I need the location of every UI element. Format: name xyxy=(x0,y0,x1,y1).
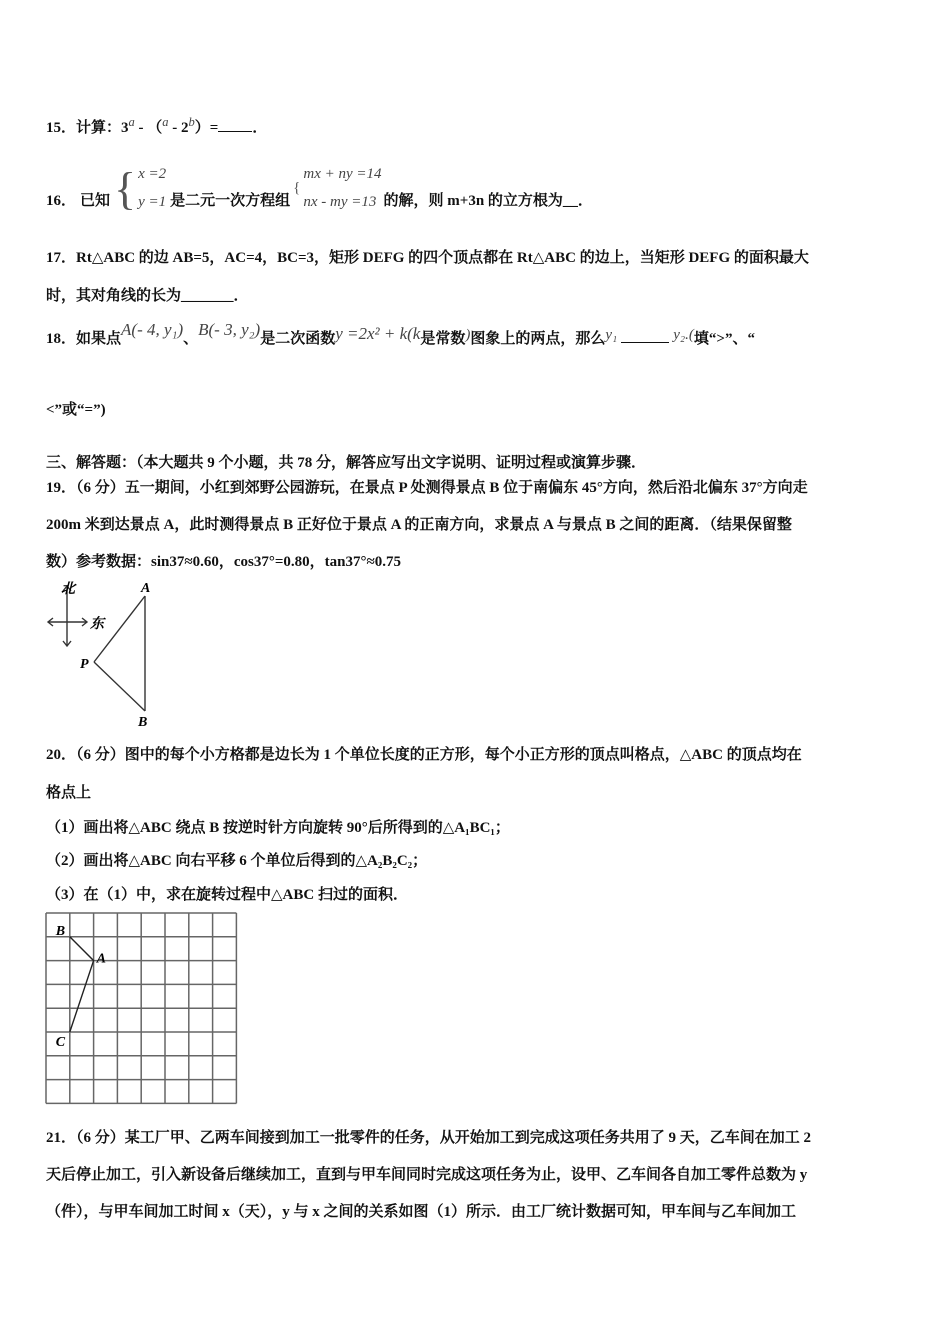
question-20-part1: （1）画出将△ABC 绕点 B 按逆时针方向旋转 90°后所得到的△A₁BC₁； xyxy=(46,820,510,836)
question-21-line3: （件），与甲车间加工时间 x（天），y 与 x 之间的关系如图（1）所示．由工厂统计数据可知，甲车间与乙车间加工 xyxy=(46,1204,797,1220)
expr: b xyxy=(188,115,195,129)
brace: { xyxy=(293,180,301,196)
q-text: 的解，则 m+3n 的立方根为__． xyxy=(383,193,593,209)
grid-figure xyxy=(45,912,239,1106)
question-15 xyxy=(46,115,267,137)
point-b-label: B xyxy=(55,923,66,939)
solution-y: y =1 xyxy=(138,194,167,210)
expr: ）= xyxy=(194,120,219,136)
q-num: 15． xyxy=(46,120,77,136)
north-label: 北 xyxy=(61,581,75,597)
east-label: 东 xyxy=(90,617,104,632)
q-text: 填“>”、“ xyxy=(693,331,755,347)
q-label: 如果点 xyxy=(76,331,122,347)
q-label: 计算： xyxy=(76,120,122,136)
point-a: A(- 4, y₁) xyxy=(121,320,184,339)
expr: 3 xyxy=(121,120,129,136)
compass-triangle-figure xyxy=(44,578,159,730)
question-16 xyxy=(46,160,593,216)
q-label: 已知 xyxy=(80,193,111,209)
expr: - 2 xyxy=(168,120,189,136)
expr: a xyxy=(128,115,135,129)
point-p-label: P xyxy=(80,657,89,672)
point-a-label: A xyxy=(96,951,106,967)
answer-blank xyxy=(218,117,252,132)
expr: ． xyxy=(252,120,268,136)
question-20-line2: 格点上 xyxy=(46,785,92,801)
equation-2: nx - my =13 xyxy=(303,194,377,210)
point-b: B(- 3, y₂) xyxy=(198,320,261,339)
point-c-label: C xyxy=(55,1035,66,1050)
q-text: 是二次函数 xyxy=(260,331,336,347)
question-20-part3: （3）在（1）中，求在旋转过程中△ABC 扫过的面积． xyxy=(46,887,408,903)
point-a-label: A xyxy=(141,581,151,596)
question-18-line2: <”或“=”) xyxy=(46,402,106,418)
section-heading: 三、解答题：（本大题共 9 个小题，共 78 分，解答应写出文字说明、证明过程或演算步骤． xyxy=(46,455,647,471)
question-19-line3: 数）参考数据：sin37≈0.60，cos37°=0.80，tan37°≈0.75 xyxy=(46,554,401,570)
y1: y₁ xyxy=(605,327,618,343)
q-text: 是常数 xyxy=(420,331,466,347)
q-text: 是二元一次方程组 xyxy=(170,193,291,209)
question-21-line1: 21．（6 分）某工厂甲、乙两车间接到加工一批零件的任务，从开始加工到完成这项任务共用了 9 天，乙车间在加工 2 xyxy=(46,1130,812,1146)
answer-blank xyxy=(621,328,669,343)
question-21-line2: 天后停止加工，引入新设备后继续加工，直到与甲车间同时完成这项任务为止，设甲、乙车间各自加工零件总数为 y xyxy=(46,1167,808,1183)
equation-1: mx + ny =14 xyxy=(303,166,382,182)
solution-x: x =2 xyxy=(138,166,167,182)
question-20-part2: （2）画出将△ABC 向右平移 6 个单位后得到的△A₂B₂C₂； xyxy=(46,853,428,869)
brace: { xyxy=(114,163,137,214)
q-text: ) xyxy=(465,327,471,343)
q-text: 、 xyxy=(183,331,199,347)
y2: y₂.( xyxy=(673,327,694,343)
q-text: 图象上的两点，那么 xyxy=(470,331,606,347)
question-19-line1: 19．（6 分）五一期间，小红到郊野公园游玩，在景点 P 处测得景点 B 位于南偏东 45°方向，然后沿北偏东 37°方向走 xyxy=(46,480,808,496)
question-17-line1: 17．Rt△ABC 的边 AB=5，AC=4，BC=3，矩形 DEFG 的四个顶点都在 Rt△ABC 的边上，当矩形 DEFG 的面积最大 xyxy=(46,250,809,266)
expr: a xyxy=(162,115,169,129)
q-num: 18． xyxy=(46,331,77,347)
point-b-label: B xyxy=(138,715,148,730)
q-num: 16． xyxy=(46,193,77,209)
solution-stack xyxy=(138,160,166,216)
question-20-line1: 20．（6 分）图中的每个小方格都是边长为 1 个单位长度的正方形，每个小正方形的顶点叫格点，△ABC 的顶点均在 xyxy=(46,747,802,763)
question-19-line2: 200m 米到达景点 A，此时测得景点 B 正好位于景点 A 的正南方向，求景点 A 与景点 B 之间的距离．（结果保留整 xyxy=(46,517,792,533)
equation-stack xyxy=(303,160,381,216)
question-17-line2: 时，其对角线的长为_______． xyxy=(46,288,249,304)
function-expr: y =2x² + k(k xyxy=(335,324,421,343)
expr: - （ xyxy=(134,120,163,136)
question-18 xyxy=(46,320,755,348)
